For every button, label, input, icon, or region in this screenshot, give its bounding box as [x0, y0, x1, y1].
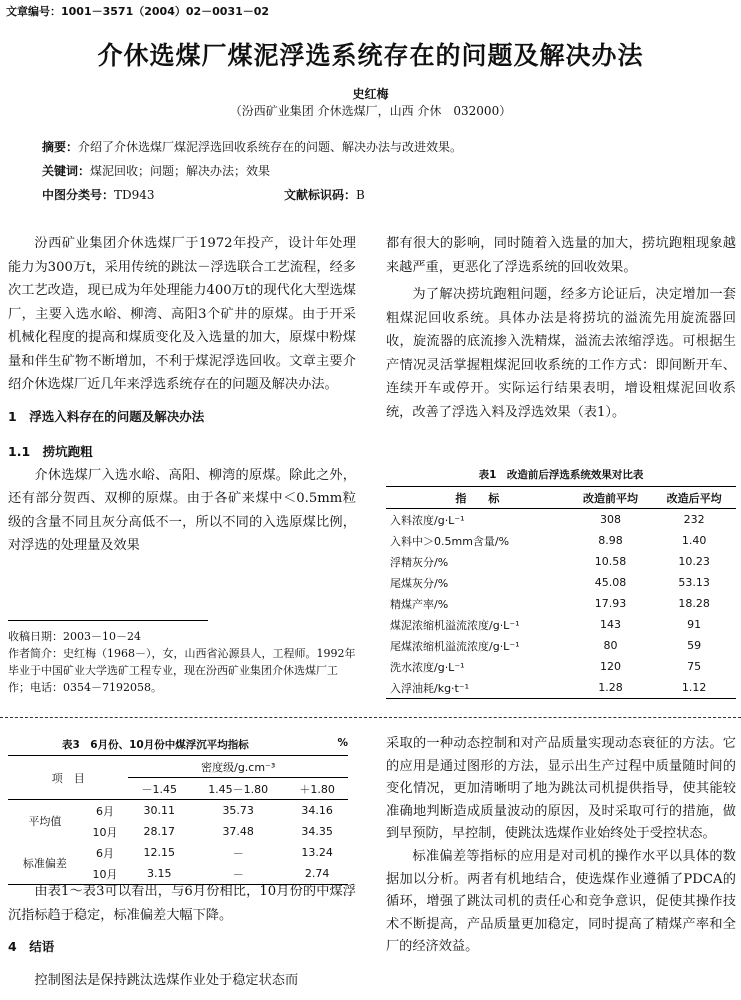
table1-indicator: 入浮油耗/kg·t⁻¹	[390, 681, 470, 695]
table1-header: 指 标	[455, 491, 500, 505]
table1-indicator: 入料浓度/g·L⁻¹	[390, 513, 465, 527]
clc-code: TD943	[114, 188, 155, 202]
bottom-right-paragraph-1: 采取的一种动态控制和对产品质量实现动态衰征的方法。它的应用是通过图形的方法，显示出生产过程中质量随时间的变化情况，更加清晰明了地为跳汰司机提供指导，使其能较准确地判断造成质量波动的原因，及时采取可行的措施，做到早预防，早控制，使跳汰选煤作业始终处于受控状态。	[386, 736, 736, 842]
clc-label: 中图分类号：	[42, 188, 115, 202]
table1-row	[386, 677, 736, 699]
abstract	[42, 138, 462, 155]
table1	[386, 486, 736, 699]
affiliation: （汾西矿业集团 介休选煤厂，山西 介休 032000）	[229, 104, 512, 118]
table1-indicator: 入料中＞0.5mm含量/%	[390, 534, 510, 548]
table3-cell: 35.73	[222, 804, 254, 817]
table1-row	[386, 635, 736, 656]
table1-indicator: 尾煤浓缩机溢流浓度/g·L⁻¹	[390, 639, 520, 653]
bottom-left-paragraph-1: 由表1～表3可以看出，与6月份相比，10月份的中煤浮沉指标趋于稳定，标准偏差大幅下降。	[8, 884, 356, 923]
author-bio: 作者简介：史红梅（1968－），女，山西省沁源县人，工程师。1992年毕业于中国矿业大学选矿工程专业，现在汾西矿业集团介休选煤厂工作；电话：0354－7192058。	[8, 647, 356, 694]
table3-cell: 28.17	[143, 825, 175, 838]
table3-density-col: ＋1.80	[286, 778, 348, 800]
table1-grid	[386, 486, 736, 699]
table3-group-label: 标准偏差	[22, 857, 67, 870]
table1-row	[386, 593, 736, 614]
bottom-right-column	[386, 733, 736, 959]
table3-cell: 3.15	[146, 867, 172, 880]
right-column	[386, 232, 736, 424]
table1-value: 1.28	[598, 681, 623, 694]
table3-unit: %	[337, 737, 348, 749]
table3-cell: 30.11	[143, 804, 175, 817]
table1-value: 91	[687, 618, 702, 631]
table1-value: 308	[599, 513, 621, 526]
table1-value: 59	[687, 639, 702, 652]
table3-cell: 34.35	[301, 825, 333, 838]
table1-value: 18.28	[678, 597, 710, 610]
doc-code-label: 文献标识码：	[284, 188, 357, 202]
section-divider	[0, 717, 741, 718]
table3-cell: －	[232, 867, 244, 881]
table1-indicator: 浮精灰分/%	[390, 555, 449, 569]
table1-value: 45.08	[594, 576, 627, 589]
table1-row	[386, 530, 736, 551]
table1-header: 改造后平均	[666, 491, 722, 505]
table1-value: 8.98	[598, 534, 623, 547]
section-1-1-heading: 1.1 捞坑跑粗	[8, 444, 93, 459]
article-number: 文章编号：1001－3571（2004）02－0031－02	[6, 5, 270, 18]
table3-cell: 34.16	[301, 804, 333, 817]
right-paragraph-2: 为了解决捞坑跑粗问题，经多方论证后，决定增加一套粗煤泥回收系统。具体办法是将捞坑的溢流先用旋流器回收，旋流器的底流掺入洗精煤，溢流去浓缩浮选。可根据生产情况灵活掌握粗煤泥回收系统的工作方式：即间断开车、连续开车或停开。实际运行结果表明，增设粗煤泥回收系统，改善了浮选入料及浮选效果（表1）。	[386, 287, 736, 420]
table1-value: 1.12	[681, 681, 707, 694]
table1-row	[386, 614, 736, 635]
right-paragraph-1: 都有很大的影响，同时随着入选量的加大，捞坑跑粗现象越来越严重，更恶化了浮选系统的回收效果。	[386, 236, 736, 275]
table3-group-label: 平均值	[28, 815, 62, 828]
section-1-heading: 1 浮选入料存在的问题及解决办法	[8, 408, 205, 424]
abstract-text: 介绍了介休选煤厂煤泥浮选回收系统存在的问题、解决办法与改进效果。	[78, 140, 463, 154]
table1-header: 改造前平均	[582, 491, 638, 505]
table3-cell: 13.24	[301, 846, 333, 859]
table3-grid	[8, 755, 348, 885]
table1-row	[386, 656, 736, 677]
table1-row	[386, 572, 736, 593]
bottom-left-column	[8, 880, 356, 992]
section-1-1-paragraph: 介休选煤厂入选水峪、高阳、柳湾的原煤。除此之外，还有部分贺西、双柳的原煤。由于各矿来煤中＜0.5mm粒级的含量不同且灰分高低不一，所以不同的入选原煤比例，对浮选的处理量及效果	[8, 467, 356, 553]
table1-value: 232	[683, 513, 705, 526]
table3-month: 10月	[92, 825, 118, 839]
table1-indicator: 精煤产率/%	[390, 597, 449, 611]
table1-value: 143	[599, 618, 621, 631]
table3-caption: 表3 6月份、10月份中煤浮沉平均指标	[62, 739, 249, 751]
table3-density-col: 1.45－1.80	[190, 778, 286, 800]
table3-density-col: －1.45	[128, 778, 190, 800]
table1-indicator: 尾煤灰分/%	[390, 576, 449, 590]
table3	[8, 755, 348, 885]
table3-month: 10月	[92, 867, 118, 881]
table1-value: 17.93	[594, 597, 627, 610]
author: 史红梅	[352, 87, 389, 101]
bottom-left-paragraph-2: 控制图法是保持跳汰选煤作业处于稳定状态而	[34, 972, 299, 988]
keywords-text: 煤泥回收；问题；解决办法；效果	[90, 164, 271, 178]
table3-cell: 2.74	[304, 867, 330, 880]
table3-cell: －	[232, 846, 244, 860]
table3-density-header: 密度级/g.cm⁻³	[128, 756, 348, 778]
keywords	[42, 162, 270, 179]
footnote	[8, 628, 356, 696]
table3-item-header: 项 目	[8, 756, 128, 800]
table1-value: 53.13	[678, 576, 710, 589]
bottom-right-paragraph-2: 标准偏差等指标的应用是对司机的操作水平以具体的数据加以分析。两者有机地结合，使选煤作业遵循了PDCA的循环，增强了跳汰司机的责任心和竞争意识，促使其操作技术不断提高，产品质量更加稳定，同时提高了精煤产率和全厂的经济效益。	[386, 848, 736, 955]
abstract-label: 摘要：	[42, 140, 79, 154]
left-column	[8, 232, 356, 558]
classification	[42, 186, 155, 203]
table3-caption-row	[8, 737, 348, 752]
table1-indicator: 煤泥浓缩机溢流浓度/g·L⁻¹	[390, 618, 520, 632]
table3-cell: 37.48	[222, 825, 254, 838]
table1-value: 75	[687, 660, 702, 673]
table3-month: 6月	[96, 846, 115, 860]
doc-code-value: B	[356, 188, 365, 202]
table1-value: 10.58	[594, 555, 627, 568]
table3-month: 6月	[96, 804, 115, 818]
table3-cell: 12.15	[143, 846, 175, 859]
received-date: 收稿日期：2003－10－24	[8, 630, 141, 643]
paper-title: 介休选煤厂煤泥浮选系统存在的问题及解决办法	[97, 41, 644, 70]
section-4-heading: 4 结语	[8, 939, 55, 954]
keywords-label: 关键词：	[42, 164, 91, 178]
table1-value: 10.23	[678, 555, 710, 568]
table1-value: 120	[599, 660, 621, 673]
table1-caption: 表1 改造前后浮选系统效果对比表	[478, 469, 644, 481]
table1-row	[386, 509, 736, 531]
intro-paragraph: 汾西矿业集团介休选煤厂于1972年投产，设计年处理能力为300万t，采用传统的跳汰－浮选联合工艺流程，经多次工艺改造，现已成为年处理能力400万t的现代化大型选煤厂，主要入选水峪、柳湾、高阳3个矿井的原煤。由于开采机械化程度的提高和煤质变化及入选量的加大，原煤中粉煤量和伴生矿物不断增加，不利于煤泥浮选回收。文章主要介绍介休选煤厂近几年来浮选系统存在的问题及解决办法。	[8, 236, 356, 392]
footnote-rule	[8, 620, 208, 621]
table1-value: 80	[603, 639, 618, 652]
document-code	[284, 186, 365, 203]
table1-row	[386, 551, 736, 572]
table1-value: 1.40	[681, 534, 707, 547]
table1-indicator: 洗水浓度/g·L⁻¹	[390, 660, 465, 674]
